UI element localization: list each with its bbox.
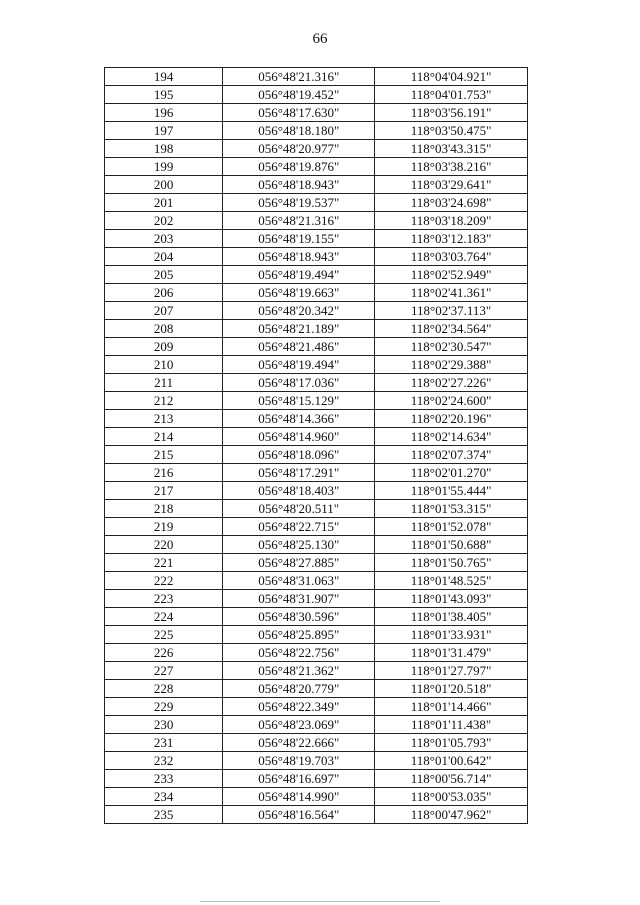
point-number-cell: 199 bbox=[105, 158, 223, 176]
longitude-cell: 118°02'37.113" bbox=[375, 302, 528, 320]
point-number-cell: 205 bbox=[105, 266, 223, 284]
table-row bbox=[105, 410, 528, 428]
point-number-cell: 213 bbox=[105, 410, 223, 428]
longitude-cell: 118°00'53.035" bbox=[375, 788, 528, 806]
point-number-cell: 202 bbox=[105, 212, 223, 230]
point-number-cell: 197 bbox=[105, 122, 223, 140]
table-row bbox=[105, 122, 528, 140]
point-number-cell: 198 bbox=[105, 140, 223, 158]
longitude-cell: 118°01'50.688" bbox=[375, 536, 528, 554]
longitude-cell: 118°01'43.093" bbox=[375, 590, 528, 608]
coordinates-table bbox=[104, 67, 528, 824]
longitude-cell: 118°02'29.388" bbox=[375, 356, 528, 374]
latitude-cell: 056°48'18.943" bbox=[223, 248, 375, 266]
table-row bbox=[105, 770, 528, 788]
longitude-cell: 118°01'05.793" bbox=[375, 734, 528, 752]
latitude-cell: 056°48'21.316" bbox=[223, 68, 375, 86]
longitude-cell: 118°01'27.797" bbox=[375, 662, 528, 680]
latitude-cell: 056°48'19.494" bbox=[223, 356, 375, 374]
longitude-cell: 118°03'38.216" bbox=[375, 158, 528, 176]
latitude-cell: 056°48'19.703" bbox=[223, 752, 375, 770]
longitude-cell: 118°02'41.361" bbox=[375, 284, 528, 302]
table-row bbox=[105, 482, 528, 500]
point-number-cell: 196 bbox=[105, 104, 223, 122]
longitude-cell: 118°03'12.183" bbox=[375, 230, 528, 248]
point-number-cell: 217 bbox=[105, 482, 223, 500]
latitude-cell: 056°48'20.977" bbox=[223, 140, 375, 158]
table-row bbox=[105, 140, 528, 158]
point-number-cell: 195 bbox=[105, 86, 223, 104]
longitude-cell: 118°01'52.078" bbox=[375, 518, 528, 536]
table-row bbox=[105, 644, 528, 662]
table-row bbox=[105, 590, 528, 608]
latitude-cell: 056°48'19.494" bbox=[223, 266, 375, 284]
point-number-cell: 216 bbox=[105, 464, 223, 482]
point-number-cell: 231 bbox=[105, 734, 223, 752]
table-row bbox=[105, 446, 528, 464]
longitude-cell: 118°02'24.600" bbox=[375, 392, 528, 410]
latitude-cell: 056°48'22.666" bbox=[223, 734, 375, 752]
point-number-cell: 214 bbox=[105, 428, 223, 446]
latitude-cell: 056°48'22.349" bbox=[223, 698, 375, 716]
longitude-cell: 118°01'55.444" bbox=[375, 482, 528, 500]
point-number-cell: 207 bbox=[105, 302, 223, 320]
point-number-cell: 194 bbox=[105, 68, 223, 86]
latitude-cell: 056°48'14.366" bbox=[223, 410, 375, 428]
latitude-cell: 056°48'15.129" bbox=[223, 392, 375, 410]
point-number-cell: 211 bbox=[105, 374, 223, 392]
point-number-cell: 208 bbox=[105, 320, 223, 338]
longitude-cell: 118°02'30.547" bbox=[375, 338, 528, 356]
point-number-cell: 200 bbox=[105, 176, 223, 194]
longitude-cell: 118°00'47.962" bbox=[375, 806, 528, 824]
latitude-cell: 056°48'19.663" bbox=[223, 284, 375, 302]
table-row bbox=[105, 662, 528, 680]
table-row bbox=[105, 806, 528, 824]
latitude-cell: 056°48'21.316" bbox=[223, 212, 375, 230]
latitude-cell: 056°48'25.130" bbox=[223, 536, 375, 554]
longitude-cell: 118°01'00.642" bbox=[375, 752, 528, 770]
point-number-cell: 215 bbox=[105, 446, 223, 464]
table-row bbox=[105, 194, 528, 212]
longitude-cell: 118°01'50.765" bbox=[375, 554, 528, 572]
table-row bbox=[105, 320, 528, 338]
point-number-cell: 201 bbox=[105, 194, 223, 212]
point-number-cell: 209 bbox=[105, 338, 223, 356]
latitude-cell: 056°48'20.342" bbox=[223, 302, 375, 320]
table-row bbox=[105, 608, 528, 626]
point-number-cell: 234 bbox=[105, 788, 223, 806]
latitude-cell: 056°48'22.756" bbox=[223, 644, 375, 662]
longitude-cell: 118°03'50.475" bbox=[375, 122, 528, 140]
longitude-cell: 118°03'29.641" bbox=[375, 176, 528, 194]
table-row bbox=[105, 356, 528, 374]
longitude-cell: 118°01'14.466" bbox=[375, 698, 528, 716]
table-row bbox=[105, 698, 528, 716]
longitude-cell: 118°02'27.226" bbox=[375, 374, 528, 392]
longitude-cell: 118°02'20.196" bbox=[375, 410, 528, 428]
latitude-cell: 056°48'20.511" bbox=[223, 500, 375, 518]
latitude-cell: 056°48'14.960" bbox=[223, 428, 375, 446]
latitude-cell: 056°48'20.779" bbox=[223, 680, 375, 698]
point-number-cell: 206 bbox=[105, 284, 223, 302]
bottom-divider bbox=[200, 901, 440, 902]
table-row bbox=[105, 680, 528, 698]
table-row bbox=[105, 554, 528, 572]
table-row bbox=[105, 338, 528, 356]
table-row bbox=[105, 536, 528, 554]
latitude-cell: 056°48'19.452" bbox=[223, 86, 375, 104]
latitude-cell: 056°48'18.096" bbox=[223, 446, 375, 464]
latitude-cell: 056°48'21.486" bbox=[223, 338, 375, 356]
point-number-cell: 222 bbox=[105, 572, 223, 590]
table-row bbox=[105, 248, 528, 266]
longitude-cell: 118°01'31.479" bbox=[375, 644, 528, 662]
latitude-cell: 056°48'16.564" bbox=[223, 806, 375, 824]
point-number-cell: 233 bbox=[105, 770, 223, 788]
table-row bbox=[105, 158, 528, 176]
latitude-cell: 056°48'18.403" bbox=[223, 482, 375, 500]
table-row bbox=[105, 500, 528, 518]
longitude-cell: 118°01'11.438" bbox=[375, 716, 528, 734]
page-number: 66 bbox=[312, 31, 328, 47]
table-row bbox=[105, 788, 528, 806]
point-number-cell: 210 bbox=[105, 356, 223, 374]
table-row bbox=[105, 374, 528, 392]
longitude-cell: 118°02'52.949" bbox=[375, 266, 528, 284]
point-number-cell: 229 bbox=[105, 698, 223, 716]
latitude-cell: 056°48'17.036" bbox=[223, 374, 375, 392]
longitude-cell: 118°01'33.931" bbox=[375, 626, 528, 644]
point-number-cell: 228 bbox=[105, 680, 223, 698]
table-row bbox=[105, 284, 528, 302]
table-row bbox=[105, 716, 528, 734]
point-number-cell: 232 bbox=[105, 752, 223, 770]
latitude-cell: 056°48'19.537" bbox=[223, 194, 375, 212]
longitude-cell: 118°04'01.753" bbox=[375, 86, 528, 104]
latitude-cell: 056°48'18.943" bbox=[223, 176, 375, 194]
point-number-cell: 227 bbox=[105, 662, 223, 680]
latitude-cell: 056°48'22.715" bbox=[223, 518, 375, 536]
table-row bbox=[105, 212, 528, 230]
longitude-cell: 118°03'56.191" bbox=[375, 104, 528, 122]
longitude-cell: 118°03'43.315" bbox=[375, 140, 528, 158]
longitude-cell: 118°01'48.525" bbox=[375, 572, 528, 590]
table-row bbox=[105, 176, 528, 194]
table-row bbox=[105, 734, 528, 752]
latitude-cell: 056°48'14.990" bbox=[223, 788, 375, 806]
point-number-cell: 204 bbox=[105, 248, 223, 266]
longitude-cell: 118°04'04.921" bbox=[375, 68, 528, 86]
table-row bbox=[105, 104, 528, 122]
longitude-cell: 118°01'38.405" bbox=[375, 608, 528, 626]
table-row bbox=[105, 302, 528, 320]
point-number-cell: 218 bbox=[105, 500, 223, 518]
longitude-cell: 118°02'34.564" bbox=[375, 320, 528, 338]
table-row bbox=[105, 428, 528, 446]
longitude-cell: 118°00'56.714" bbox=[375, 770, 528, 788]
longitude-cell: 118°02'07.374" bbox=[375, 446, 528, 464]
latitude-cell: 056°48'23.069" bbox=[223, 716, 375, 734]
point-number-cell: 203 bbox=[105, 230, 223, 248]
latitude-cell: 056°48'21.189" bbox=[223, 320, 375, 338]
longitude-cell: 118°01'20.518" bbox=[375, 680, 528, 698]
table-row bbox=[105, 230, 528, 248]
latitude-cell: 056°48'16.697" bbox=[223, 770, 375, 788]
latitude-cell: 056°48'18.180" bbox=[223, 122, 375, 140]
point-number-cell: 221 bbox=[105, 554, 223, 572]
latitude-cell: 056°48'25.895" bbox=[223, 626, 375, 644]
latitude-cell: 056°48'27.885" bbox=[223, 554, 375, 572]
latitude-cell: 056°48'31.907" bbox=[223, 590, 375, 608]
point-number-cell: 224 bbox=[105, 608, 223, 626]
latitude-cell: 056°48'19.876" bbox=[223, 158, 375, 176]
point-number-cell: 230 bbox=[105, 716, 223, 734]
point-number-cell: 226 bbox=[105, 644, 223, 662]
point-number-cell: 223 bbox=[105, 590, 223, 608]
table-row bbox=[105, 68, 528, 86]
table-row bbox=[105, 392, 528, 410]
point-number-cell: 212 bbox=[105, 392, 223, 410]
table-row bbox=[105, 752, 528, 770]
latitude-cell: 056°48'19.155" bbox=[223, 230, 375, 248]
longitude-cell: 118°02'01.270" bbox=[375, 464, 528, 482]
table-row bbox=[105, 572, 528, 590]
table-row bbox=[105, 86, 528, 104]
point-number-cell: 219 bbox=[105, 518, 223, 536]
latitude-cell: 056°48'30.596" bbox=[223, 608, 375, 626]
latitude-cell: 056°48'17.630" bbox=[223, 104, 375, 122]
latitude-cell: 056°48'21.362" bbox=[223, 662, 375, 680]
longitude-cell: 118°02'14.634" bbox=[375, 428, 528, 446]
coordinates-table-body bbox=[105, 68, 528, 824]
point-number-cell: 235 bbox=[105, 806, 223, 824]
table-row bbox=[105, 266, 528, 284]
latitude-cell: 056°48'31.063" bbox=[223, 572, 375, 590]
table-row bbox=[105, 518, 528, 536]
table-row bbox=[105, 464, 528, 482]
latitude-cell: 056°48'17.291" bbox=[223, 464, 375, 482]
longitude-cell: 118°01'53.315" bbox=[375, 500, 528, 518]
point-number-cell: 225 bbox=[105, 626, 223, 644]
longitude-cell: 118°03'03.764" bbox=[375, 248, 528, 266]
point-number-cell: 220 bbox=[105, 536, 223, 554]
table-row bbox=[105, 626, 528, 644]
longitude-cell: 118°03'18.209" bbox=[375, 212, 528, 230]
longitude-cell: 118°03'24.698" bbox=[375, 194, 528, 212]
